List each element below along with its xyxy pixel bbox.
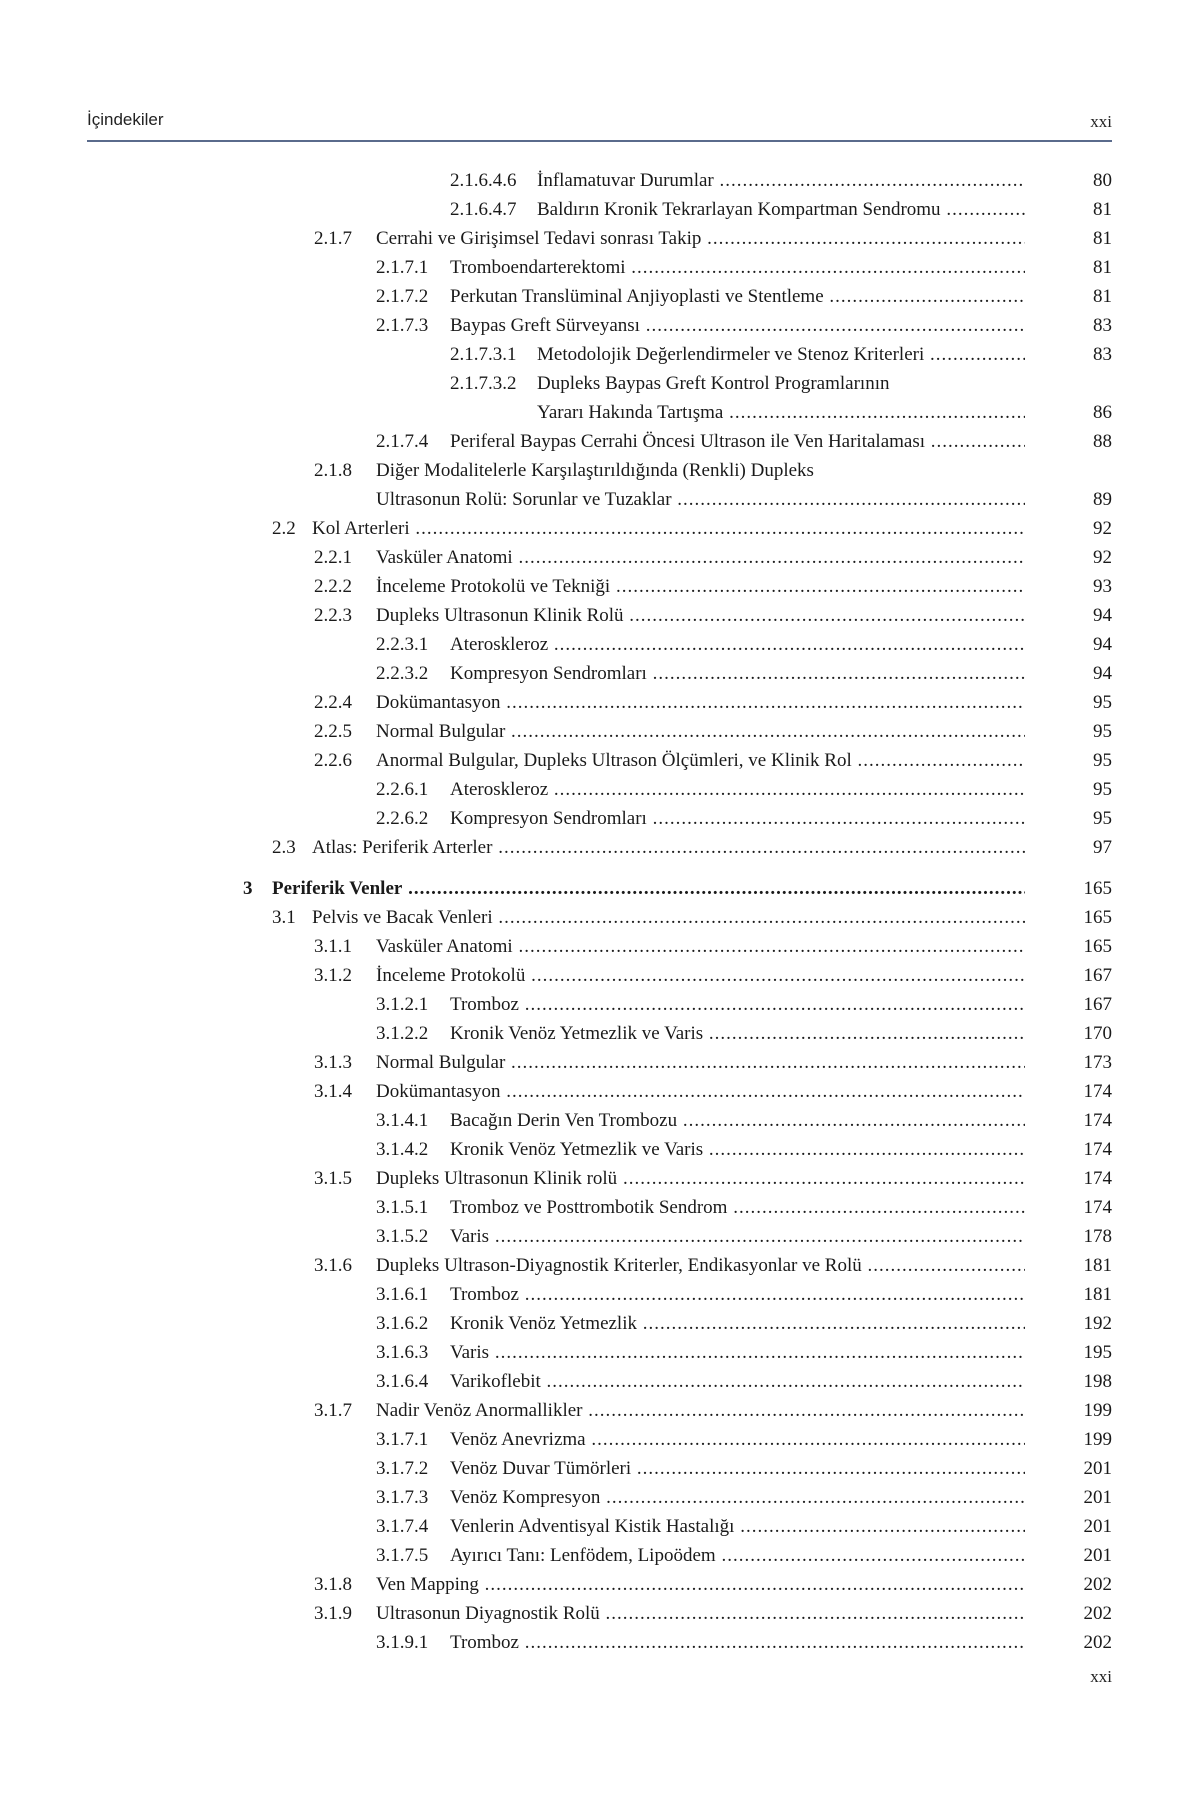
toc-entry-number: 3.1.8 xyxy=(314,1574,352,1595)
toc-entry-title: Metodolojik Değerlendirmeler ve Stenoz Kriterleri ..... xyxy=(537,340,1025,369)
toc-entry-number: 3.1.6.3 xyxy=(376,1342,429,1363)
toc-entry-number: 3 xyxy=(243,878,253,899)
toc-entry-title: Ultrasonun Diyagnostik Rolü ..... xyxy=(376,1599,1025,1628)
toc-entry-number: 2.1.7.3.2 xyxy=(450,373,517,394)
toc-entry[interactable] xyxy=(0,224,1200,253)
toc-entry[interactable] xyxy=(0,1222,1200,1251)
toc-entry-page: 201 xyxy=(1083,1487,1112,1508)
toc-entry-page: 165 xyxy=(1083,907,1112,928)
toc-entry-title: Baldırın Kronik Tekrarlayan Kompartman Sendromu ..... xyxy=(537,195,1025,224)
toc-entry[interactable] xyxy=(0,932,1200,961)
toc-entry-page: 95 xyxy=(1093,750,1112,771)
toc-entry-title: Bacağın Derin Ven Trombozu ..... xyxy=(450,1106,1025,1135)
toc-entry-number: 2.2.1 xyxy=(314,547,352,568)
toc-entry-title: Dupleks Baypas Greft Kontrol Programlarının xyxy=(537,373,890,394)
toc-entry-title: Baypas Greft Sürveyansı ..... xyxy=(450,311,1025,340)
toc-entry-number: 3.1 xyxy=(272,907,296,928)
toc-entry-number: 3.1.1 xyxy=(314,936,352,957)
toc-entry[interactable] xyxy=(0,1193,1200,1222)
toc-entry-title: Tromboz ve Posttrombotik Sendrom ..... xyxy=(450,1193,1025,1222)
toc-entry[interactable] xyxy=(0,1019,1200,1048)
header-page-number: xxi xyxy=(1090,112,1112,131)
toc-entry-page: 199 xyxy=(1083,1429,1112,1450)
toc-entry-page: 94 xyxy=(1093,663,1112,684)
toc-entry-title: Anormal Bulgular, Dupleks Ultrason Ölçümleri, ve Klinik Rol ..... xyxy=(376,746,1025,775)
toc-entry-number: 3.1.5 xyxy=(314,1168,352,1189)
toc-entry-title: Ateroskleroz ..... xyxy=(450,630,1025,659)
toc-entry-number: 2.1.7.3.1 xyxy=(450,344,517,365)
footer-page-number: xxi xyxy=(1090,1667,1112,1686)
toc-entry-title: Ayırıcı Tanı: Lenfödem, Lipoödem ..... xyxy=(450,1541,1025,1570)
toc-entry-page: 181 xyxy=(1083,1255,1112,1276)
toc-entry-number: 2.1.7.1 xyxy=(376,257,429,278)
toc-entry-number: 3.1.2 xyxy=(314,965,352,986)
toc-entry-number: 3.1.6.1 xyxy=(376,1284,429,1305)
toc-entry[interactable] xyxy=(0,601,1200,630)
toc-entry-page: 174 xyxy=(1083,1197,1112,1218)
toc-entry[interactable] xyxy=(0,717,1200,746)
toc-entry-title: Normal Bulgular ..... xyxy=(376,717,1025,746)
toc-entry[interactable] xyxy=(0,166,1200,195)
toc-entry[interactable] xyxy=(0,1396,1200,1425)
toc-entry[interactable] xyxy=(0,369,1200,398)
toc-entry-number: 3.1.7.4 xyxy=(376,1516,429,1537)
toc-entry-title: Venlerin Adventisyal Kistik Hastalığı ..... xyxy=(450,1512,1025,1541)
toc-entry[interactable] xyxy=(0,688,1200,717)
toc-entry-number: 2.1.7 xyxy=(314,228,352,249)
toc-entry-number: 3.1.6 xyxy=(314,1255,352,1276)
toc-entry-page: 81 xyxy=(1093,286,1112,307)
toc-entry[interactable] xyxy=(0,1454,1200,1483)
toc-entry-page: 93 xyxy=(1093,576,1112,597)
toc-entry[interactable] xyxy=(0,311,1200,340)
toc-entry-title: Yararı Hakında Tartışma ..... xyxy=(537,398,1025,427)
toc-entry-page: 167 xyxy=(1083,994,1112,1015)
toc-entry-title: Kronik Venöz Yetmezlik ve Varis ..... xyxy=(450,1019,1025,1048)
toc-entry-page: 86 xyxy=(1093,402,1112,423)
toc-entry[interactable] xyxy=(0,833,1200,862)
toc-entry-title: Diğer Modalitelerle Karşılaştırıldığında (Renkli) Dupleks xyxy=(376,460,814,481)
toc-entry[interactable] xyxy=(0,746,1200,775)
toc-entry-page: 202 xyxy=(1083,1603,1112,1624)
toc-entry-title: Kompresyon Sendromları ..... xyxy=(450,804,1025,833)
toc-entry-page: 89 xyxy=(1093,489,1112,510)
toc-entry[interactable] xyxy=(0,1425,1200,1454)
toc-entry-number: 2.2.6 xyxy=(314,750,352,771)
toc-entry[interactable] xyxy=(0,195,1200,224)
toc-entry-page: 174 xyxy=(1083,1081,1112,1102)
toc-entry-title: Tromboz ..... xyxy=(450,990,1025,1019)
toc-entry-page: 80 xyxy=(1093,170,1112,191)
toc-entry-page: 202 xyxy=(1083,1632,1112,1653)
toc-entry-number: 2.2.6.1 xyxy=(376,779,429,800)
toc-entry-number: 3.1.4.2 xyxy=(376,1139,429,1160)
toc-entry-number: 2.2.6.2 xyxy=(376,808,429,829)
toc-entry-page: 201 xyxy=(1083,1516,1112,1537)
toc-entry-number: 2.2.5 xyxy=(314,721,352,742)
toc-entry-number: 2.2 xyxy=(272,518,296,539)
toc-entry[interactable] xyxy=(0,1367,1200,1396)
toc-entry-number: 2.1.6.4.6 xyxy=(450,170,517,191)
toc-entry[interactable] xyxy=(0,572,1200,601)
toc-entry-title: Atlas: Periferik Arterler ..... xyxy=(312,833,1025,862)
toc-entry[interactable] xyxy=(0,804,1200,833)
toc-entry-title: Varikoflebit ..... xyxy=(450,1367,1025,1396)
toc-entry-number: 2.2.3.1 xyxy=(376,634,429,655)
toc-entry[interactable] xyxy=(0,1048,1200,1077)
toc-entry-title: Tromboendarterektomi ..... xyxy=(450,253,1025,282)
toc-entry-title: Kompresyon Sendromları ..... xyxy=(450,659,1025,688)
toc-entry-page: 81 xyxy=(1093,199,1112,220)
toc-entry[interactable] xyxy=(0,1077,1200,1106)
toc-entry-number: 2.2.2 xyxy=(314,576,352,597)
toc-entry[interactable] xyxy=(0,1251,1200,1280)
toc-entry-page: 95 xyxy=(1093,721,1112,742)
toc-entry-page: 95 xyxy=(1093,808,1112,829)
toc-entry-number: 2.2.3.2 xyxy=(376,663,429,684)
toc-entry[interactable] xyxy=(0,456,1200,485)
toc-entry-page: 92 xyxy=(1093,518,1112,539)
toc-entry-page: 165 xyxy=(1083,878,1112,899)
toc-entry-page: 95 xyxy=(1093,779,1112,800)
toc-entry-title: Pelvis ve Bacak Venleri ..... xyxy=(312,903,1025,932)
toc-entry-title: Vasküler Anatomi ..... xyxy=(376,543,1025,572)
toc-entry-title: Ultrasonun Rolü: Sorunlar ve Tuzaklar ..... xyxy=(376,485,1025,514)
toc-entry-page: 88 xyxy=(1093,431,1112,452)
toc-entry[interactable] xyxy=(0,340,1200,369)
toc-entry-page: 178 xyxy=(1083,1226,1112,1247)
toc-entry-page: 165 xyxy=(1083,936,1112,957)
toc-entry[interactable] xyxy=(0,775,1200,804)
toc-entry-number: 3.1.7.5 xyxy=(376,1545,429,1566)
toc-entry[interactable] xyxy=(0,1628,1200,1657)
toc-entry[interactable] xyxy=(0,990,1200,1019)
toc-entry[interactable] xyxy=(0,253,1200,282)
toc-entry-page: 201 xyxy=(1083,1545,1112,1566)
toc-entry-page: 174 xyxy=(1083,1139,1112,1160)
toc-entry-page: 92 xyxy=(1093,547,1112,568)
toc-entry-number: 2.2.3 xyxy=(314,605,352,626)
toc-entry-page: 170 xyxy=(1083,1023,1112,1044)
toc-entry[interactable] xyxy=(0,1164,1200,1193)
toc-entry-number: 3.1.7.1 xyxy=(376,1429,429,1450)
toc-entry-number: 3.1.3 xyxy=(314,1052,352,1073)
table-of-contents xyxy=(0,166,1200,1657)
toc-entry-page: 199 xyxy=(1083,1400,1112,1421)
toc-entry[interactable] xyxy=(0,874,1200,903)
toc-entry[interactable] xyxy=(0,1309,1200,1338)
toc-entry-title: Varis ..... xyxy=(450,1338,1025,1367)
toc-entry-page: 94 xyxy=(1093,634,1112,655)
toc-entry-page: 201 xyxy=(1083,1458,1112,1479)
toc-entry[interactable] xyxy=(0,1541,1200,1570)
toc-entry[interactable] xyxy=(0,659,1200,688)
toc-entry-title: İnceleme Protokolü ve Tekniği ..... xyxy=(376,572,1025,601)
toc-entry-title: Periferal Baypas Cerrahi Öncesi Ultrason ile Ven Haritalaması ..... xyxy=(450,427,1025,456)
toc-entry-number: 2.1.7.3 xyxy=(376,315,429,336)
toc-entry[interactable] xyxy=(0,514,1200,543)
toc-entry-page: 83 xyxy=(1093,344,1112,365)
toc-entry-number: 3.1.7 xyxy=(314,1400,352,1421)
toc-entry[interactable] xyxy=(0,1280,1200,1309)
toc-entry-number: 3.1.7.2 xyxy=(376,1458,429,1479)
toc-entry[interactable] xyxy=(0,1106,1200,1135)
toc-entry-page: 81 xyxy=(1093,228,1112,249)
header-title: İçindekiler xyxy=(87,110,164,129)
toc-entry[interactable] xyxy=(0,543,1200,572)
toc-entry-title: Venöz Duvar Tümörleri ..... xyxy=(450,1454,1025,1483)
toc-entry-title: Varis ..... xyxy=(450,1222,1025,1251)
toc-entry-page: 174 xyxy=(1083,1168,1112,1189)
toc-entry[interactable] xyxy=(0,903,1200,932)
toc-entry-title: Dokümantasyon ..... xyxy=(376,1077,1025,1106)
toc-entry-title: Dupleks Ultrasonun Klinik rolü ..... xyxy=(376,1164,1025,1193)
toc-entry[interactable] xyxy=(0,398,1200,427)
toc-entry-page: 198 xyxy=(1083,1371,1112,1392)
toc-entry-title: Venöz Kompresyon ..... xyxy=(450,1483,1025,1512)
toc-entry-title: İnflamatuvar Durumlar ..... xyxy=(537,166,1025,195)
toc-entry[interactable] xyxy=(0,630,1200,659)
toc-entry-number: 2.1.6.4.7 xyxy=(450,199,517,220)
toc-entry[interactable] xyxy=(0,282,1200,311)
toc-entry-number: 3.1.9 xyxy=(314,1603,352,1624)
toc-entry-title: Normal Bulgular ..... xyxy=(376,1048,1025,1077)
toc-entry-number: 2.2.4 xyxy=(314,692,352,713)
toc-entry-page: 83 xyxy=(1093,315,1112,336)
toc-entry-title: Perkutan Translüminal Anjiyoplasti ve Stentleme ..... xyxy=(450,282,1025,311)
toc-entry[interactable] xyxy=(0,1512,1200,1541)
toc-entry[interactable] xyxy=(0,1570,1200,1599)
toc-entry-number: 2.1.8 xyxy=(314,460,352,481)
toc-entry-number: 3.1.5.2 xyxy=(376,1226,429,1247)
toc-entry-number: 3.1.7.3 xyxy=(376,1487,429,1508)
toc-entry-title: Dupleks Ultrasonun Klinik Rolü ..... xyxy=(376,601,1025,630)
toc-entry-title: İnceleme Protokolü ..... xyxy=(376,961,1025,990)
toc-entry-page: 181 xyxy=(1083,1284,1112,1305)
toc-entry-page: 202 xyxy=(1083,1574,1112,1595)
toc-entry-title: Kronik Venöz Yetmezlik ve Varis ..... xyxy=(450,1135,1025,1164)
toc-entry-page: 167 xyxy=(1083,965,1112,986)
toc-entry-title: Tromboz ..... xyxy=(450,1628,1025,1657)
toc-entry-page: 97 xyxy=(1093,837,1112,858)
running-header xyxy=(87,108,1112,142)
toc-entry[interactable] xyxy=(0,1483,1200,1512)
toc-entry-number: 2.3 xyxy=(272,837,296,858)
toc-entry-page: 95 xyxy=(1093,692,1112,713)
toc-entry-number: 2.1.7.2 xyxy=(376,286,429,307)
toc-entry-page: 195 xyxy=(1083,1342,1112,1363)
toc-entry-title: Venöz Anevrizma ..... xyxy=(450,1425,1025,1454)
toc-entry-number: 3.1.6.4 xyxy=(376,1371,429,1392)
toc-entry-number: 3.1.6.2 xyxy=(376,1313,429,1334)
toc-entry-page: 94 xyxy=(1093,605,1112,626)
toc-entry-page: 173 xyxy=(1083,1052,1112,1073)
toc-entry[interactable] xyxy=(0,1599,1200,1628)
toc-entry-page: 192 xyxy=(1083,1313,1112,1334)
toc-entry-number: 3.1.2.1 xyxy=(376,994,429,1015)
toc-entry-title: Ateroskleroz ..... xyxy=(450,775,1025,804)
toc-entry-title: Kronik Venöz Yetmezlik ..... xyxy=(450,1309,1025,1338)
toc-entry-number: 3.1.4.1 xyxy=(376,1110,429,1131)
toc-entry[interactable] xyxy=(0,961,1200,990)
toc-entry-page: 81 xyxy=(1093,257,1112,278)
toc-entry-title: Periferik Venler ..... xyxy=(272,874,1025,903)
toc-entry-title: Cerrahi ve Girişimsel Tedavi sonrası Takip ..... xyxy=(376,224,1025,253)
toc-entry-title: Tromboz ..... xyxy=(450,1280,1025,1309)
toc-entry[interactable] xyxy=(0,485,1200,514)
toc-entry-title: Vasküler Anatomi ..... xyxy=(376,932,1025,961)
toc-entry-title: Nadir Venöz Anormallikler ..... xyxy=(376,1396,1025,1425)
toc-entry-number: 3.1.4 xyxy=(314,1081,352,1102)
toc-entry-title: Ven Mapping ..... xyxy=(376,1570,1025,1599)
toc-entry-number: 3.1.5.1 xyxy=(376,1197,429,1218)
toc-entry[interactable] xyxy=(0,1135,1200,1164)
toc-entry-title: Kol Arterleri ..... xyxy=(312,514,1025,543)
toc-entry[interactable] xyxy=(0,427,1200,456)
toc-entry-number: 3.1.2.2 xyxy=(376,1023,429,1044)
toc-entry-title: Dupleks Ultrason-Diyagnostik Kriterler, Endikasyonlar ve Rolü ..... xyxy=(376,1251,1025,1280)
toc-entry[interactable] xyxy=(0,1338,1200,1367)
toc-entry-number: 3.1.9.1 xyxy=(376,1632,429,1653)
toc-entry-page: 174 xyxy=(1083,1110,1112,1131)
toc-entry-title: Dokümantasyon ..... xyxy=(376,688,1025,717)
toc-entry-number: 2.1.7.4 xyxy=(376,431,429,452)
